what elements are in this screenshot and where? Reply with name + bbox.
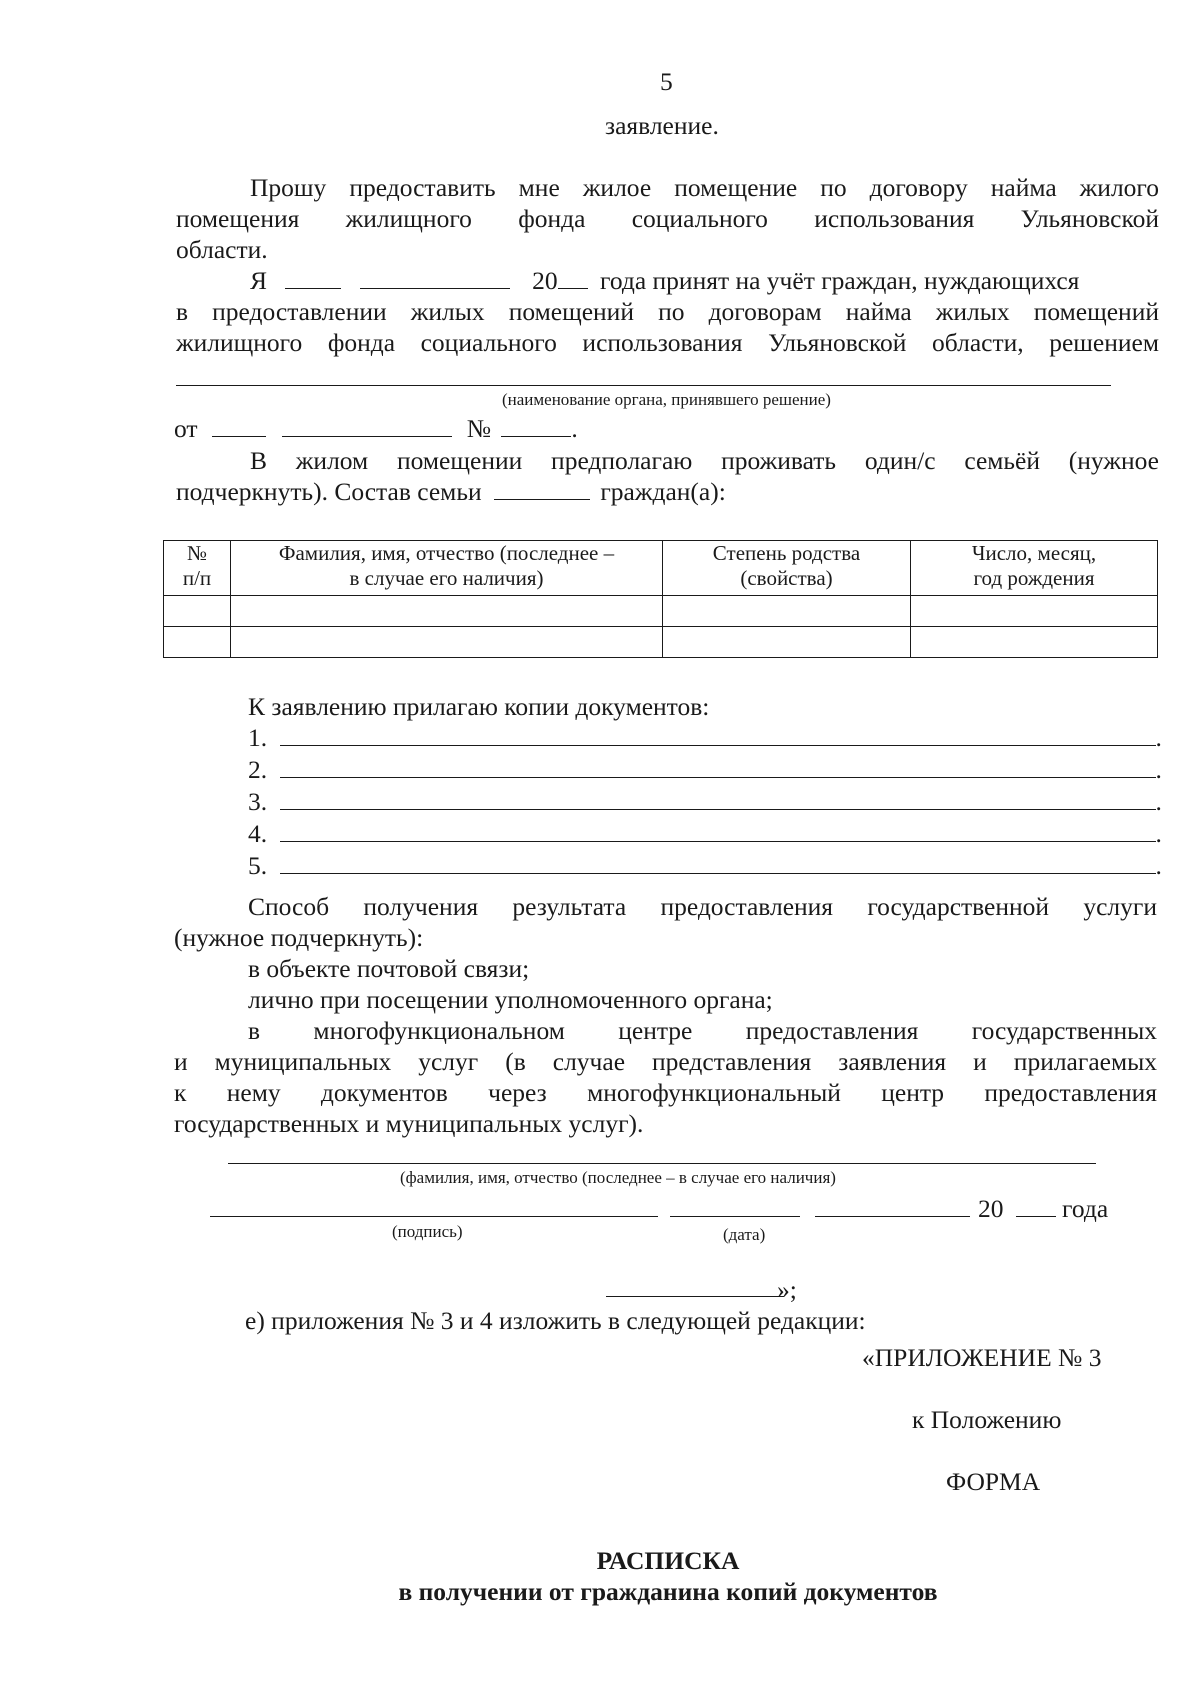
- attachment-item-4: [248, 818, 1162, 849]
- attachment-item-2: [248, 754, 1162, 785]
- attachment-dot: .: [1155, 755, 1162, 784]
- appendix-title: «ПРИЛОЖЕНИЕ № 3: [862, 1343, 1102, 1372]
- closing-blank-line[interactable]: [606, 1296, 784, 1297]
- table-row: [164, 596, 1158, 627]
- para2-line2: в предоставлении жилых помещений по договорам найма жилых помещений: [176, 297, 1159, 326]
- para1-line1: Прошу предоставить мне жилое помещение по договору найма жилого: [250, 173, 1159, 202]
- family-table-header: [164, 541, 1158, 596]
- receipt-title: РАСПИСКА: [596, 1546, 740, 1575]
- fio-blank-line[interactable]: [228, 1163, 1096, 1164]
- organ-blank-line[interactable]: [176, 385, 1111, 386]
- attachment-item-3: [248, 786, 1162, 817]
- header-cell-relation: Степень родства (свойства): [663, 541, 911, 596]
- attachment-dot: .: [1155, 723, 1162, 752]
- table-cell[interactable]: [911, 596, 1158, 627]
- signature-caption: (подпись): [392, 1222, 463, 1241]
- organ-caption: (наименование органа, принявшего решение): [502, 390, 831, 409]
- header-cell-number: № п/п: [164, 541, 231, 596]
- para3-line2: [176, 476, 726, 507]
- family-count-blank[interactable]: [494, 477, 590, 500]
- from-month-blank[interactable]: [282, 414, 452, 437]
- date-month-blank-line[interactable]: [815, 1216, 970, 1217]
- table-cell[interactable]: [663, 596, 911, 627]
- decision-number-blank[interactable]: [501, 414, 571, 437]
- table-cell[interactable]: [231, 596, 663, 627]
- year-blank[interactable]: [558, 266, 588, 289]
- day-blank[interactable]: [285, 266, 341, 289]
- method-line2: (нужное подчеркнуть):: [174, 923, 424, 952]
- attachment-blank[interactable]: [280, 755, 1156, 778]
- family-composition-label: подчеркнуть). Состав семьи: [176, 477, 482, 506]
- method-option-post[interactable]: в объекте почтовой связи;: [248, 954, 530, 983]
- receipt-subtitle: в получении от гражданина копий документов: [398, 1577, 938, 1606]
- from-number-line: [174, 413, 578, 444]
- attachment-blank[interactable]: [280, 723, 1156, 746]
- table-cell[interactable]: [231, 627, 663, 658]
- attachment-item-5: [248, 850, 1162, 881]
- attachment-number: 3.: [248, 787, 268, 816]
- method-option-in-person[interactable]: лично при посещении уполномоченного органа;: [248, 985, 773, 1014]
- table-cell[interactable]: [164, 596, 231, 627]
- table-cell[interactable]: [663, 627, 911, 658]
- table-row: [164, 627, 1158, 658]
- para1-line2: помещения жилищного фонда социального использования Ульяновской: [176, 204, 1159, 233]
- table-cell[interactable]: [164, 627, 231, 658]
- fio-caption: (фамилия, имя, отчество (последнее – в случае его наличия): [400, 1168, 836, 1187]
- attachment-blank[interactable]: [280, 819, 1156, 842]
- method-line1: Способ получения результата предоставления государственной услуги: [248, 892, 1157, 921]
- attachment-dot: .: [1155, 851, 1162, 880]
- method-option-mfc-line2: и муниципальных услуг (в случае представления заявления и прилагаемых: [174, 1047, 1157, 1076]
- para2-line3: жилищного фонда социального использования Ульяновской области, решением: [176, 328, 1159, 357]
- ya-label: Я: [250, 266, 268, 295]
- para3-line1: В жилом помещении предполагаю проживать один/с семьёй (нужное: [250, 446, 1159, 475]
- citizens-label: граждан(а):: [600, 477, 726, 506]
- header-cell-birthdate: Число, месяц, год рождения: [911, 541, 1158, 596]
- table-cell[interactable]: [911, 627, 1158, 658]
- appendix-form-label: ФОРМА: [946, 1467, 1041, 1496]
- para1-line3: области.: [176, 235, 268, 264]
- signature-blank-line[interactable]: [210, 1216, 658, 1217]
- attachment-blank[interactable]: [280, 787, 1156, 810]
- para2-line1: [250, 265, 1079, 296]
- from-dot: .: [571, 414, 578, 443]
- attachment-item-1: [248, 722, 1162, 753]
- attachment-number: 2.: [248, 755, 268, 784]
- sign-year-word: года: [1062, 1194, 1109, 1223]
- method-option-mfc-line4: государственных и муниципальных услуг).: [174, 1109, 644, 1138]
- attachment-number: 1.: [248, 723, 268, 752]
- method-option-mfc-line3: к нему документов через многофункциональный центр предоставления: [174, 1078, 1157, 1107]
- attachment-dot: .: [1155, 819, 1162, 848]
- number-sign: №: [466, 414, 492, 443]
- para2-line1-tail: года принят на учёт граждан, нуждающихся: [600, 266, 1080, 295]
- from-day-blank[interactable]: [212, 414, 266, 437]
- attachments-intro: К заявлению прилагаю копии документов:: [248, 692, 710, 721]
- date-day-blank-line[interactable]: [670, 1216, 800, 1217]
- month-blank[interactable]: [360, 266, 510, 289]
- attachment-blank[interactable]: [280, 851, 1156, 874]
- attachment-number: 5.: [248, 851, 268, 880]
- sign-year-blank-line[interactable]: [1016, 1216, 1056, 1217]
- from-label: от: [174, 414, 198, 443]
- date-caption: (дата): [723, 1225, 766, 1244]
- closing-mark: »;: [777, 1275, 797, 1304]
- year-prefix: 20: [532, 266, 558, 295]
- attachment-dot: .: [1155, 787, 1162, 816]
- family-table: [163, 540, 1158, 658]
- appendix-to-regulation: к Положению: [912, 1405, 1062, 1434]
- heading-word: заявление.: [605, 111, 719, 140]
- attachment-number: 4.: [248, 819, 268, 848]
- page-number: 5: [660, 67, 673, 96]
- sign-year-prefix: 20: [978, 1194, 1004, 1223]
- method-option-mfc-line1[interactable]: в многофункциональном центре предоставления государственных: [248, 1016, 1157, 1045]
- header-cell-name: Фамилия, имя, отчество (последнее – в случае его наличия): [231, 541, 663, 596]
- amendment-text: е) приложения № 3 и 4 изложить в следующей редакции:: [245, 1306, 866, 1335]
